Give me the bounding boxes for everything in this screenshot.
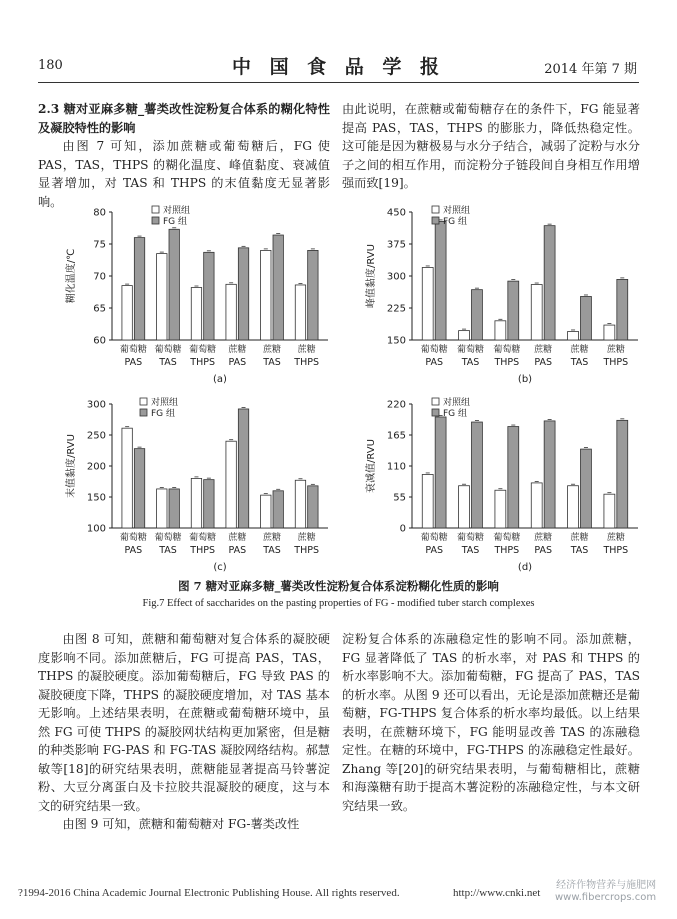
legend-label: FG 组 — [443, 409, 468, 419]
bar — [581, 449, 592, 528]
legend-label: 对照组 — [443, 206, 471, 216]
bar — [169, 229, 179, 340]
figure-caption-en: Fig.7 Effect of saccharides on the pasting properties of FG - modified tuber starch complexes — [142, 598, 535, 609]
bar — [472, 290, 483, 340]
bar — [191, 478, 201, 528]
x-tick-label-sugar: 葡萄糖 — [119, 345, 147, 355]
y-tick-label: 80 — [93, 207, 106, 219]
chart-panel-d — [340, 390, 650, 576]
top-left-column — [38, 100, 330, 211]
x-tick-label: PAS — [228, 545, 247, 556]
y-tick-label: 0 — [399, 523, 406, 535]
y-tick-label: 110 — [386, 461, 406, 473]
x-tick-label: THPS — [494, 545, 520, 556]
bar — [295, 480, 305, 528]
legend-swatch — [432, 398, 439, 405]
bar — [508, 281, 519, 340]
x-tick-label-sugar: 蔗糖 — [570, 345, 589, 355]
legend-label: 对照组 — [163, 206, 191, 216]
y-tick-label: 75 — [93, 239, 106, 251]
bar — [261, 495, 271, 528]
x-tick-label: TAS — [159, 357, 177, 368]
y-axis-label: 末值黏度/RVU — [66, 434, 77, 498]
bar — [544, 421, 555, 528]
x-tick-label: TAS — [263, 357, 281, 368]
bar — [617, 279, 628, 340]
bar — [134, 238, 144, 340]
bar — [122, 428, 132, 528]
bar — [238, 248, 248, 340]
bar — [581, 296, 592, 340]
bar — [204, 480, 214, 528]
header-rule — [38, 82, 639, 83]
y-tick-label: 375 — [386, 239, 406, 251]
y-axis-label: 衰减值/RVU — [366, 439, 377, 493]
bar — [226, 441, 236, 528]
legend-swatch — [140, 398, 147, 405]
chart-panel-b — [340, 198, 650, 388]
x-tick-label-sugar: 葡萄糖 — [154, 533, 182, 543]
panel-label: (a) — [213, 374, 227, 385]
section-title: 2.3 糖对亚麻多糖_薯类改性淀粉复合体系的糊化特性及凝胶特性的影响 — [38, 102, 330, 135]
x-tick-label-sugar: 蔗糖 — [534, 533, 553, 543]
x-tick-label-sugar: 蔗糖 — [297, 533, 316, 543]
bar — [617, 420, 628, 528]
x-tick-label-sugar: 蔗糖 — [570, 533, 589, 543]
bar — [238, 409, 248, 528]
x-tick-label-sugar: 葡萄糖 — [456, 533, 485, 543]
x-tick-label: TAS — [461, 545, 480, 556]
x-tick-label-sugar: 葡萄糖 — [420, 533, 448, 543]
chart-panel-c — [40, 390, 340, 576]
y-tick-label: 300 — [86, 399, 106, 411]
x-tick-label: TAS — [570, 357, 589, 368]
panel-label: (b) — [517, 374, 533, 385]
bar — [604, 494, 615, 528]
bar — [495, 321, 506, 340]
bar — [308, 486, 318, 528]
bar — [604, 325, 615, 340]
legend-swatch — [152, 217, 159, 224]
paragraph: 淀粉复合体系的冻融稳定性的影响不同。添加蔗糖，FG 显著降低了 TAS 的析水率，对 PAS 和 THPS 的析水率影响不大。添加葡萄糖，FG 提高了 PAS，TAS 的析水率。从图 9 还可以看出，无论是添加蔗糖还是葡萄糖，FG-THPS 复合体系的析水率均最低。以上结果表明，在蔗糖环境下，FG 能明显改善 TAS 的冻融稳定性。在糖的环境中，FG-THPS 的冻融稳定性最好。Zhang 等[20]的研究结果表明，与葡萄糖相比，蔗糖和海藻糖有助于提高木薯淀粉的冻融稳定性，与本文研究结果一致。 — [342, 632, 640, 813]
y-axis-label: 峰值黏度/RVU — [366, 244, 377, 308]
y-tick-label: 65 — [93, 303, 106, 315]
x-tick-label: PAS — [124, 357, 143, 368]
x-tick-label: THPS — [494, 357, 520, 368]
x-tick-label-sugar: 葡萄糖 — [154, 345, 182, 355]
x-tick-label: THPS — [603, 545, 629, 556]
bar — [472, 422, 483, 528]
bar — [435, 417, 446, 528]
bar — [495, 490, 506, 528]
bar — [459, 486, 470, 528]
x-tick-label: THPS — [294, 357, 320, 368]
bar — [122, 286, 132, 340]
legend-swatch — [432, 206, 439, 213]
legend-swatch — [152, 206, 159, 213]
x-tick-label: PAS — [228, 357, 247, 368]
figure-caption-zh: 图 7 糖对亚麻多糖_薯类改性淀粉复合体系淀粉糊化性质的影响 — [178, 579, 499, 593]
y-tick-label: 55 — [393, 492, 406, 504]
bar — [226, 284, 236, 340]
y-tick-label: 200 — [86, 461, 106, 473]
x-tick-label: PAS — [425, 357, 443, 368]
x-tick-label-sugar: 葡萄糖 — [189, 345, 217, 355]
legend-swatch — [140, 409, 147, 416]
bar — [531, 483, 542, 528]
bar — [191, 288, 201, 340]
bar — [459, 331, 470, 340]
bar — [568, 486, 579, 528]
y-tick-label: 165 — [386, 430, 406, 442]
chart-d-svg — [340, 390, 650, 576]
x-tick-label-sugar: 葡萄糖 — [493, 533, 521, 543]
x-tick-label-sugar: 葡萄糖 — [493, 345, 521, 355]
bar — [204, 252, 214, 340]
x-tick-label-sugar: 蔗糖 — [228, 533, 247, 543]
top-right-column — [342, 100, 640, 193]
x-tick-label: THPS — [603, 357, 629, 368]
bottom-left-column — [38, 630, 330, 834]
paragraph: 由图 9 可知，蔗糖和葡萄糖对 FG-薯类改性 — [62, 817, 300, 831]
bar — [134, 449, 144, 528]
x-tick-label-sugar: 蔗糖 — [606, 345, 625, 355]
y-axis-label: 糊化温度/℃ — [66, 248, 77, 304]
x-tick-label: TAS — [570, 545, 589, 556]
chart-a-svg — [40, 198, 340, 388]
legend-swatch — [432, 409, 439, 416]
x-tick-label: PAS — [534, 357, 552, 368]
x-tick-label-sugar: 葡萄糖 — [420, 345, 448, 355]
x-tick-label-sugar: 葡萄糖 — [119, 533, 147, 543]
bar — [422, 474, 433, 528]
x-tick-label: TAS — [159, 545, 177, 556]
bar — [308, 250, 318, 340]
chart-c-svg — [40, 390, 340, 576]
chart-panel-a — [40, 198, 340, 388]
paragraph: 由图 7 可知，添加蔗糖或葡萄糖后，FG 使 PAS，TAS，THPS 的糊化温度、峰值黏度、衰减值显著增加，对 TAS 和 THPS 的末值黏度无显著影响。 — [38, 139, 330, 209]
panel-label: (c) — [213, 562, 227, 573]
copyright-footer: ?1994-2016 China Academic Journal Electronic Publishing House. All rights reserved. — [18, 887, 400, 899]
panel-label: (d) — [517, 562, 533, 573]
footer-url: http://www.cnki.net — [453, 887, 541, 899]
legend-label: 对照组 — [151, 398, 179, 408]
issue-label: 2014 年第 7 期 — [544, 62, 637, 77]
y-tick-label: 150 — [86, 492, 106, 504]
y-tick-label: 70 — [93, 271, 106, 283]
bar — [295, 285, 305, 340]
x-tick-label-sugar: 葡萄糖 — [189, 533, 217, 543]
chart-b-svg — [340, 198, 650, 388]
x-tick-label: THPS — [294, 545, 320, 556]
legend-label: FG 组 — [151, 409, 176, 419]
bar — [568, 331, 579, 340]
bar — [169, 489, 179, 528]
x-tick-label: PAS — [534, 545, 552, 556]
page-number: 180 — [38, 58, 63, 73]
paragraph: 由此说明，在蔗糖或葡萄糖存在的条件下，FG 能显著提高 PAS，TAS，THPS 的膨胀力，降低热稳定性。这可能是因为糖极易与水分子结合，减弱了淀粉与水分子之间的相互作用，而淀粉分子链段间自身相互作用增强而致[19]。 — [342, 102, 640, 190]
x-tick-label: PAS — [425, 545, 443, 556]
legend-swatch — [432, 217, 439, 224]
bar — [157, 254, 167, 340]
x-tick-label: TAS — [263, 545, 281, 556]
x-tick-label: THPS — [190, 357, 216, 368]
x-tick-label: THPS — [190, 545, 216, 556]
bar — [508, 427, 519, 528]
bar — [544, 226, 555, 340]
x-tick-label-sugar: 蔗糖 — [262, 345, 282, 355]
x-tick-label-sugar: 蔗糖 — [228, 345, 247, 355]
legend-label: FG 组 — [163, 217, 188, 227]
bar — [531, 285, 542, 340]
y-tick-label: 450 — [386, 207, 406, 219]
bar — [157, 489, 167, 528]
bar — [422, 267, 433, 340]
y-tick-label: 100 — [86, 523, 106, 535]
bottom-right-column — [342, 630, 640, 815]
x-tick-label: TAS — [461, 357, 480, 368]
bar — [261, 250, 271, 340]
y-tick-label: 150 — [386, 335, 406, 347]
bar — [435, 221, 446, 340]
y-tick-label: 300 — [386, 271, 406, 283]
x-tick-label-sugar: 葡萄糖 — [456, 345, 485, 355]
x-tick-label-sugar: 蔗糖 — [606, 533, 625, 543]
bar — [273, 235, 283, 340]
x-tick-label-sugar: 蔗糖 — [297, 345, 316, 355]
y-tick-label: 225 — [386, 303, 406, 315]
paragraph: 由图 8 可知，蔗糖和葡萄糖对复合体系的凝胶硬度影响不同。添加蔗糖后，FG 可提高 PAS，TAS，THPS 的凝胶硬度。添加葡萄糖后，FG 导致 PAS 的凝胶硬度下降，THPS 的凝胶硬度增加，对 TAS 基本无影响。上述结果表明，在蔗糖或葡萄糖环境中，虽然 FG 可使 THPS 的凝胶网状结构更加紧密，但是糖的种类影响 FG-PAS 和 FG-TAS 凝胶网络结构。郝慧敏等[18]的研究结果表明，蔗糖能显著提高马铃薯淀粉、大豆分离蛋白及卡拉胶共混凝胶的硬度，这与本文的研究结果一致。 — [38, 632, 330, 813]
y-tick-label: 250 — [86, 430, 106, 442]
bar — [273, 491, 283, 528]
x-tick-label-sugar: 蔗糖 — [534, 345, 553, 355]
watermark-line: 经济作物营养与施肥网 — [556, 880, 657, 891]
legend-label: FG 组 — [443, 217, 468, 227]
journal-title: 中 国 食 品 学 报 — [231, 56, 446, 78]
watermark — [555, 880, 656, 904]
legend-label: 对照组 — [443, 398, 471, 408]
watermark-line: www.fibercrops.com — [555, 892, 657, 903]
x-tick-label-sugar: 蔗糖 — [262, 533, 282, 543]
x-tick-label: PAS — [124, 545, 143, 556]
y-tick-label: 60 — [93, 335, 106, 347]
y-tick-label: 220 — [386, 399, 406, 411]
